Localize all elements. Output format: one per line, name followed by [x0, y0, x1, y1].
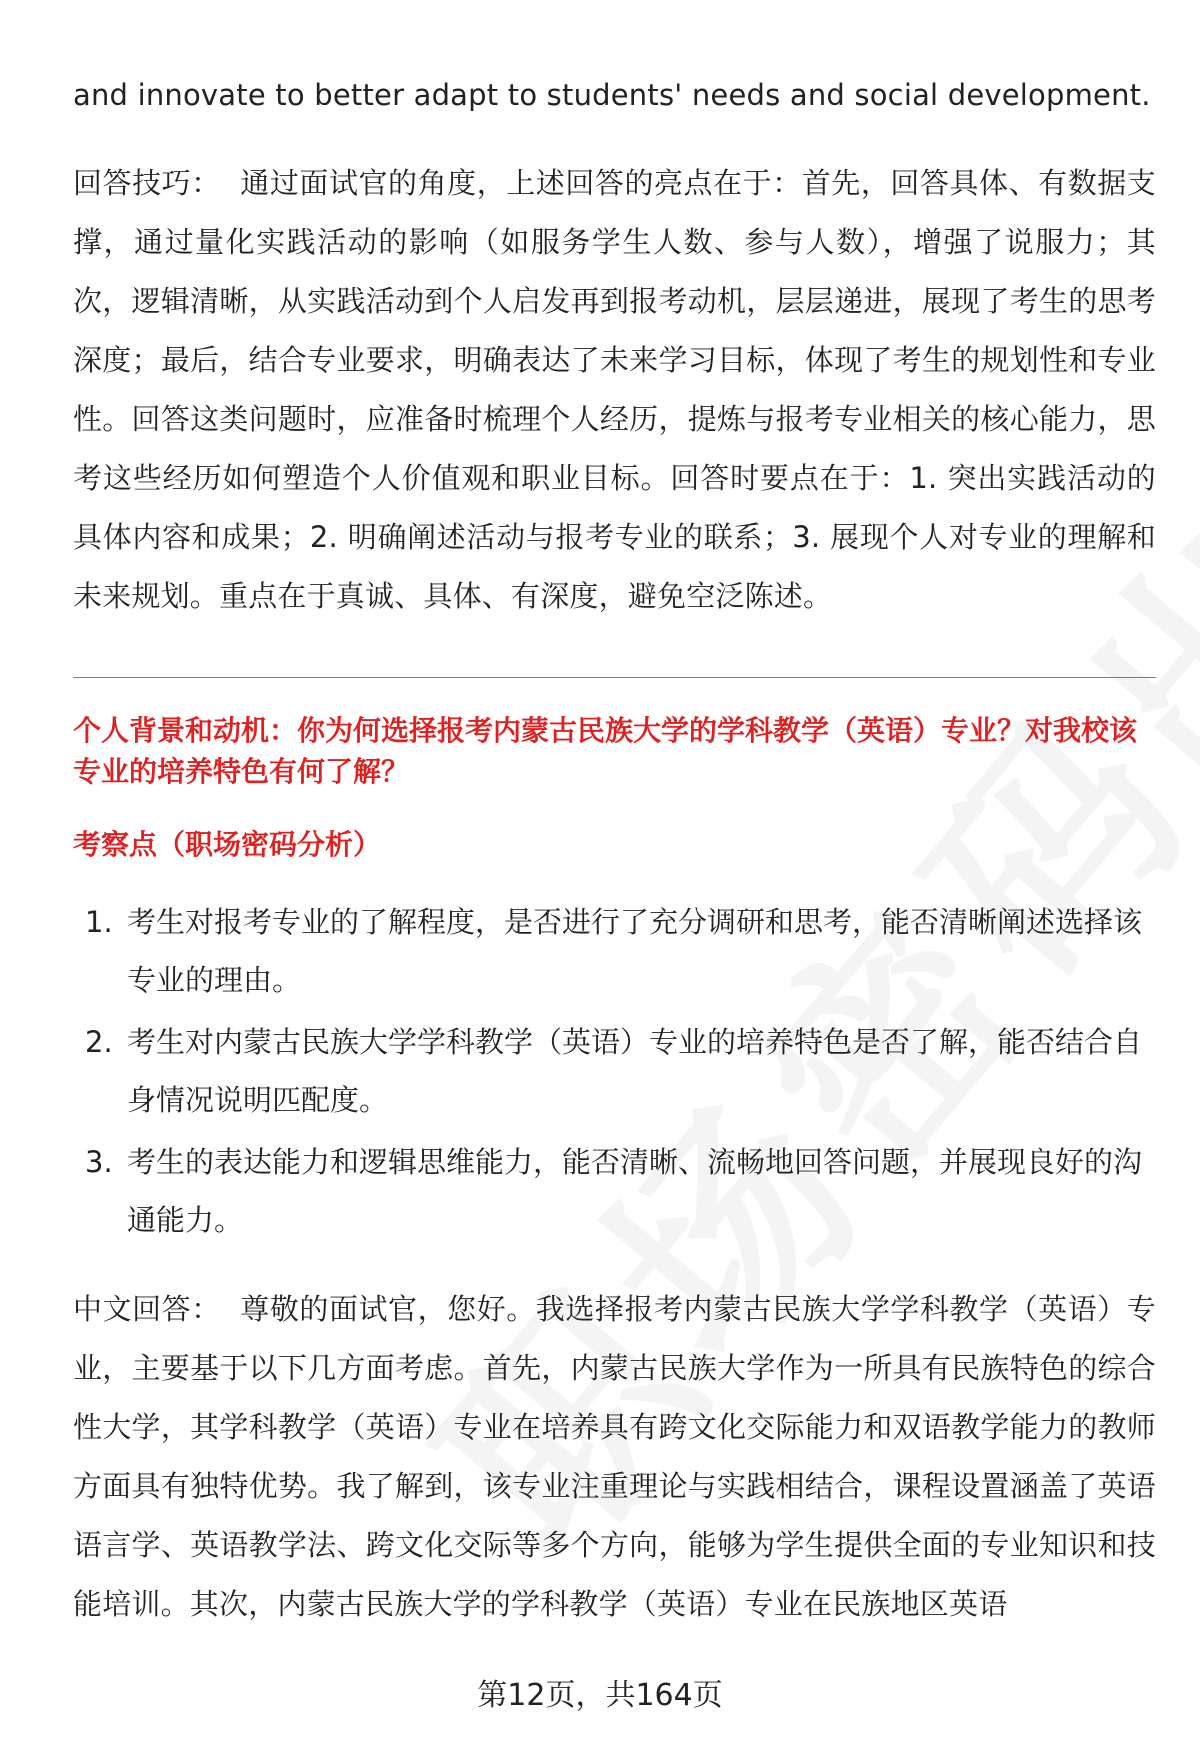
- section-divider: [73, 677, 1156, 678]
- list-item-number: 3.: [85, 1145, 113, 1179]
- document-page: [73, 0, 1156, 1755]
- continued-paragraph: and innovate to better adapt to students' needs and social development.: [73, 78, 1151, 112]
- answer-tips-label: 回答技巧：: [73, 166, 221, 200]
- answer-tips-text: 通过面试官的角度，上述回答的亮点在于：首先，回答具体、有数据支撑，通过量化实践活动的影响（如服务学生人数、参与人数），增强了说服力；其次，逻辑清晰，从实践活动到个人启发再到报考动机，层层递进，展现了考生的思考深度；最后，结合专业要求，明确表达了未来学习目标，体现了考生的规划性和专业性。回答这类问题时，应准备时梳理个人经历，提炼与报考专业相关的核心能力，思考这些经历如何塑造个人价值观和职业目标。回答时要点在于：1. 突出实践活动的具体内容和成果；2. 明确阐述活动与报考专业的联系；3. 展现个人对专业的理解和未来规划。重点在于真诚、具体、有深度，避免空泛陈述。: [73, 166, 1156, 613]
- chinese-answer-paragraph: [73, 1280, 1156, 1634]
- question-heading: 个人背景和动机：你为何选择报考内蒙古民族大学的学科教学（英语）专业？对我校该专业的培养特色有何了解？: [73, 714, 1138, 788]
- page-number-footer: 第12页，共164页: [477, 1678, 723, 1713]
- chinese-answer-label: 中文回答：: [73, 1292, 221, 1326]
- list-item-number: 2.: [85, 1025, 113, 1059]
- list-item-number: 1.: [85, 905, 113, 939]
- list-item: [73, 893, 1156, 1009]
- answer-tips-paragraph: [73, 154, 1156, 626]
- assessment-points-heading: 考察点（职场密码分析）: [73, 828, 382, 861]
- list-item: [73, 1013, 1156, 1129]
- assessment-points-list: [73, 893, 1156, 1253]
- list-item: [73, 1133, 1156, 1249]
- list-item-text: 考生的表达能力和逻辑思维能力，能否清晰、流畅地回答问题，并展现良好的沟通能力。: [127, 1145, 1143, 1237]
- chinese-answer-text: 尊敬的面试官，您好。我选择报考内蒙古民族大学学科教学（英语）专业，主要基于以下几方面考虑。首先，内蒙古民族大学作为一所具有民族特色的综合性大学，其学科教学（英语）专业在培养具有跨文化交际能力和双语教学能力的教师方面具有独特优势。我了解到，该专业注重理论与实践相结合，课程设置涵盖了英语语言学、英语教学法、跨文化交际等多个方向，能够为学生提供全面的专业知识和技能培训。其次，内蒙古民族大学的学科教学（英语）专业在民族地区英语: [73, 1292, 1156, 1621]
- list-item-text: 考生对内蒙古民族大学学科教学（英语）专业的培养特色是否了解，能否结合自身情况说明匹配度。: [127, 1025, 1143, 1117]
- list-item-text: 考生对报考专业的了解程度，是否进行了充分调研和思考，能否清晰阐述选择该专业的理由。: [127, 905, 1143, 997]
